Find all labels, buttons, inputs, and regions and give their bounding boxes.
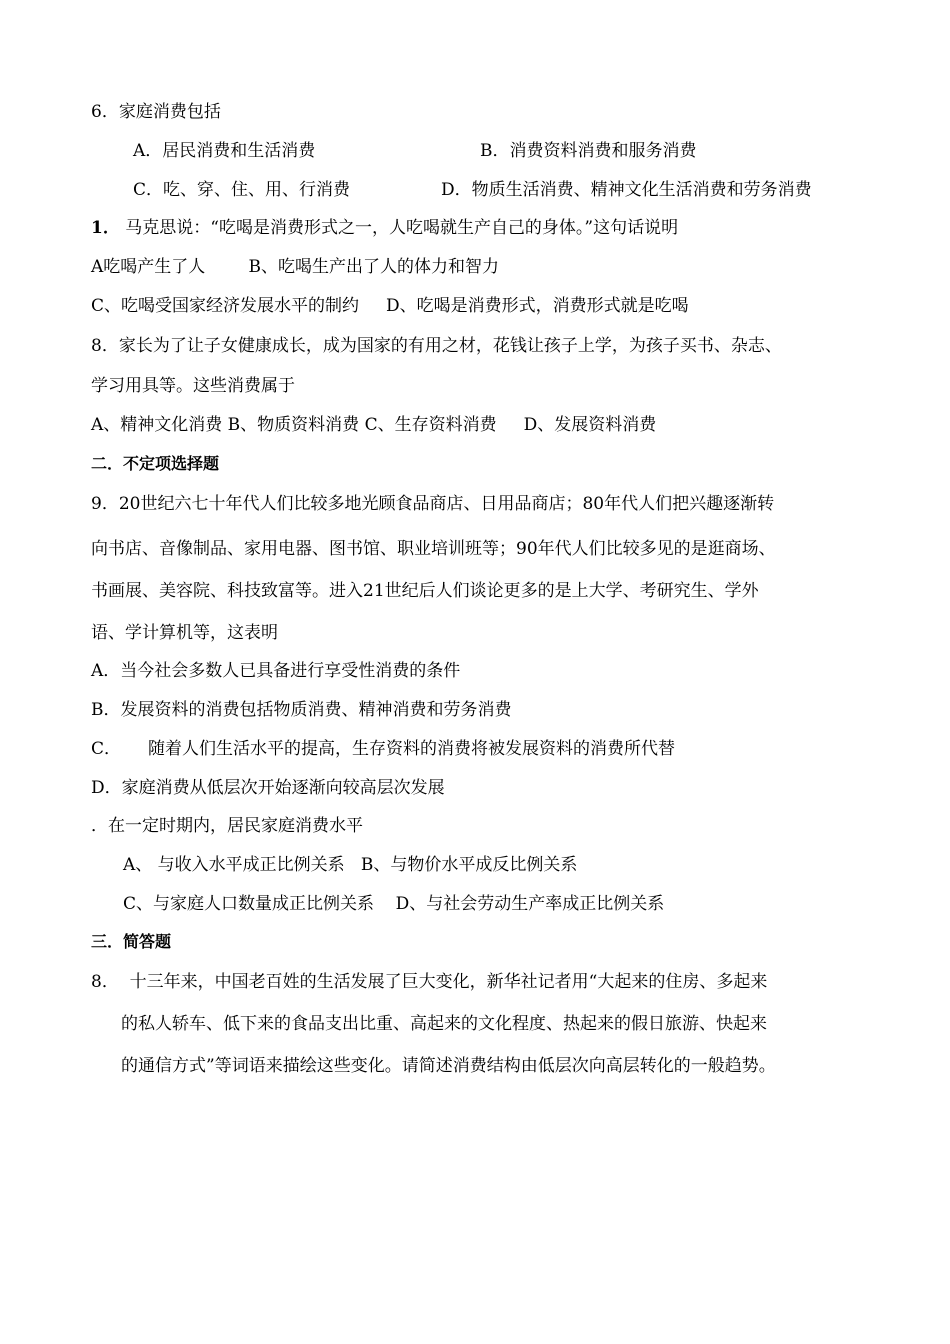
q8-stem-line-1: 8．家长为了让子女健康成长，成为国家的有用之材，花钱让孩子上学，为孩子买书、杂志、 <box>91 336 782 356</box>
q9-option-c: C． 随着人们生活水平的提高，生存资料的消费将被发展资料的消费所代替 <box>91 739 676 759</box>
q6-option-d: D．物质生活消费、精神文化生活消费和劳务消费 <box>441 180 812 200</box>
q9-option-d: D．家庭消费从低层次开始逐渐向较高层次发展 <box>91 778 445 798</box>
q9-option-b: B．发展资料的消费包括物质消费、精神消费和劳务消费 <box>91 700 512 720</box>
q6-option-b: B．消费资料消费和服务消费 <box>480 141 697 161</box>
q6-option-a: A．居民消费和生活消费 <box>133 141 316 161</box>
q10-options-cd: C、与家庭人口数量成正比例关系 D、与社会劳动生产率成正比例关系 <box>123 894 665 914</box>
q9-stem-line-4: 语、学计算机等，这表明 <box>91 623 278 643</box>
q8-options: A、精神文化消费 B、物质资料消费 C、生存资料消费 D、发展资料消费 <box>91 415 657 435</box>
q11-stem-line-1: 8． 十三年来，中国老百姓的生活发展了巨大变化，新华社记者用“大起来的住房、多起来 <box>91 972 768 992</box>
q11-stem-line-3: 的通信方式”等词语来描绘这些变化。请简述消费结构由低层次向高层转化的一般趋势。 <box>121 1056 776 1076</box>
q9-stem-line-3: 书画展、美容院、科技致富等。进入21世纪后人们谈论更多的是上大学、考研究生、学外 <box>91 581 759 601</box>
q7-stem-line <box>91 217 678 239</box>
q9-stem-line-1: 9．20世纪六七十年代人们比较多地光顾食品商店、日用品商店；80年代人们把兴趣逐渐转 <box>91 494 775 514</box>
section-2-title: 二．不定项选择题 <box>91 454 220 473</box>
section-3-title: 三．简答题 <box>91 932 172 951</box>
q10-options-ab: A、 与收入水平成正比例关系 B、与物价水平成反比例关系 <box>123 855 578 875</box>
q7-stem: 马克思说：“吃喝是消费形式之一，人吃喝就生产自己的身体。”这句话说明 <box>119 218 679 238</box>
q9-option-a: A．当今社会多数人已具备进行享受性消费的条件 <box>91 661 461 681</box>
q7-options-ab: A吃喝产生了人 B、吃喝生产出了人的体力和智力 <box>91 257 499 277</box>
q6-option-c: C．吃、穿、住、用、行消费 <box>133 180 351 200</box>
q6-stem: 6．家庭消费包括 <box>91 102 221 122</box>
q11-stem-line-2: 的私人轿车、低下来的食品支出比重、高起来的文化程度、热起来的假日旅游、快起来 <box>121 1014 767 1034</box>
q10-stem: ．在一定时期内，居民家庭消费水平 <box>91 816 363 836</box>
q7-options-cd: C、吃喝受国家经济发展水平的制约 D、吃喝是消费形式，消费形式就是吃喝 <box>91 296 689 316</box>
q8-stem-line-2: 学习用具等。这些消费属于 <box>91 376 295 396</box>
q9-stem-line-2: 向书店、音像制品、家用电器、图书馆、职业培训班等；90年代人们比较多见的是逛商场、 <box>91 539 776 559</box>
q7-number: 1． <box>91 218 120 238</box>
